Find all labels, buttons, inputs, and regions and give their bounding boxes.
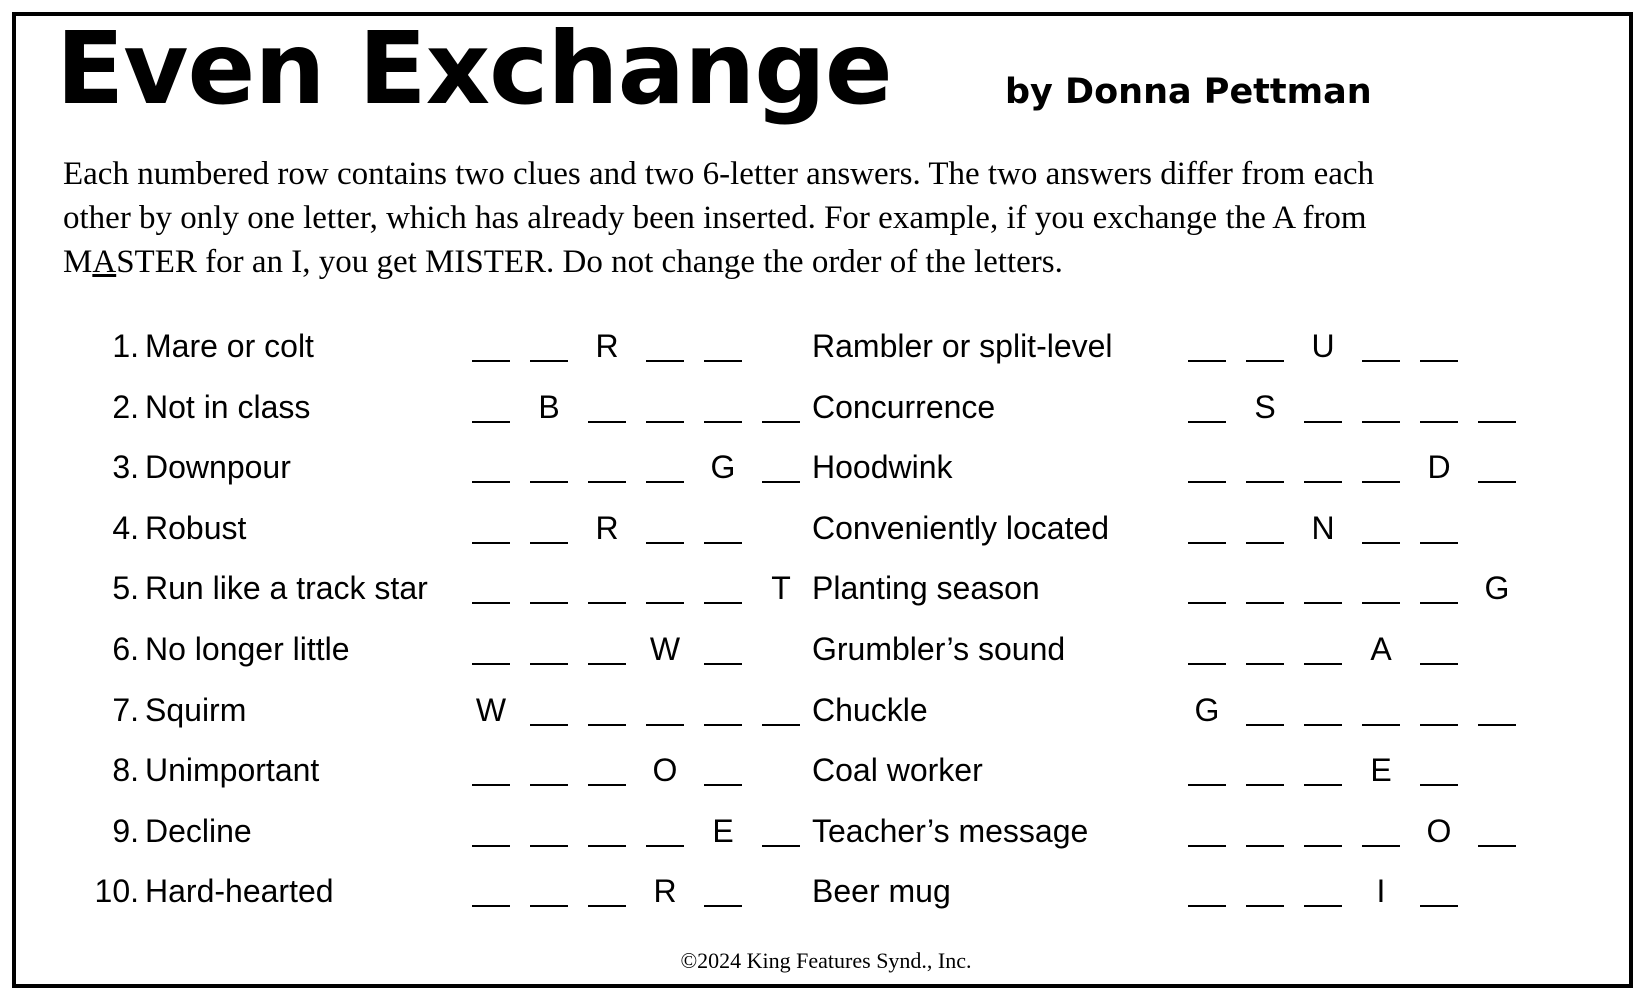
blank-underline — [588, 421, 626, 423]
answer-right — [1186, 621, 1476, 681]
answer-blank[interactable] — [1186, 439, 1244, 499]
blank-underline — [530, 602, 568, 604]
blank-underline — [704, 602, 742, 604]
clue-row — [0, 379, 1652, 440]
blank-underline — [1304, 481, 1342, 483]
clue-left: Not in class — [145, 388, 311, 425]
instructions-underlined-letter: A — [92, 244, 117, 280]
clue-right: Beer mug — [812, 873, 951, 910]
given-letter-cell — [470, 682, 528, 742]
answer-blank[interactable] — [702, 560, 760, 620]
clue-row — [0, 621, 1652, 682]
instructions-line — [63, 196, 1603, 240]
answer-blank[interactable] — [1244, 500, 1302, 560]
answer-blank[interactable] — [470, 379, 528, 439]
answer-left — [470, 560, 818, 620]
given-letter: G — [710, 449, 736, 486]
answer-left — [470, 742, 760, 802]
answer-blank[interactable] — [1186, 500, 1244, 560]
clue-left: Decline — [145, 812, 252, 849]
given-letter: W — [649, 630, 681, 667]
blank-underline — [646, 360, 684, 362]
given-letter-cell — [1418, 803, 1476, 863]
blank-underline — [472, 663, 510, 665]
answer-blank[interactable] — [528, 500, 586, 560]
answer-blank[interactable] — [1302, 682, 1360, 742]
answer-blank[interactable] — [1360, 318, 1418, 378]
blank-underline — [646, 481, 684, 483]
blank-underline — [1188, 905, 1226, 907]
answer-blank[interactable] — [760, 803, 818, 863]
answer-blank[interactable] — [702, 318, 760, 378]
clue-left: Mare or colt — [145, 328, 314, 364]
clue-right: Hoodwink — [812, 449, 953, 486]
blank-underline — [1362, 602, 1400, 604]
blank-underline — [1246, 481, 1284, 483]
blank-underline — [530, 784, 568, 786]
answer-blank[interactable] — [470, 742, 528, 802]
blank-underline — [472, 905, 510, 907]
answer-blank[interactable] — [1244, 318, 1302, 378]
answer-blank[interactable] — [1476, 803, 1534, 863]
given-letter: E — [712, 812, 734, 849]
blank-underline — [530, 542, 568, 544]
blank-underline — [588, 784, 626, 786]
blank-underline — [704, 724, 742, 726]
answer-blank[interactable] — [1476, 682, 1534, 742]
clue-number: 10. — [94, 873, 139, 910]
answer-blank[interactable] — [528, 621, 586, 681]
clue-left: Downpour — [145, 449, 291, 486]
given-letter: R — [595, 509, 619, 546]
clue-row — [0, 560, 1652, 621]
given-letter-cell — [1302, 500, 1360, 560]
answer-blank[interactable] — [1302, 560, 1360, 620]
answer-blank[interactable] — [702, 500, 760, 560]
blank-underline — [472, 784, 510, 786]
given-letter-cell — [528, 379, 586, 439]
clue-number: 1. — [112, 328, 139, 364]
answer-blank[interactable] — [760, 379, 818, 439]
answer-blank[interactable] — [702, 682, 760, 742]
blank-underline — [1304, 845, 1342, 847]
blank-underline — [1362, 421, 1400, 423]
answer-blank[interactable] — [586, 742, 644, 802]
answer-blank[interactable] — [1186, 863, 1244, 923]
clue-number: 8. — [112, 752, 139, 789]
answer-right — [1186, 863, 1476, 923]
clue-right: Teacher’s message — [812, 812, 1089, 849]
clue-number: 5. — [112, 570, 139, 607]
blank-underline — [646, 845, 684, 847]
answer-blank[interactable] — [1244, 682, 1302, 742]
blank-underline — [588, 481, 626, 483]
blank-underline — [530, 905, 568, 907]
blank-underline — [1188, 360, 1226, 362]
clue-left: No longer little — [145, 630, 350, 667]
blank-underline — [1304, 421, 1342, 423]
blank-underline — [1304, 784, 1342, 786]
answer-blank[interactable] — [470, 621, 528, 681]
blank-underline — [472, 602, 510, 604]
blank-underline — [1362, 845, 1400, 847]
answer-blank[interactable] — [470, 318, 528, 378]
answer-blank[interactable] — [470, 863, 528, 923]
blank-underline — [1304, 602, 1342, 604]
answer-left — [470, 439, 818, 499]
instructions-text: other by only one letter, which has already been inserted. For example, if you exchange the A from — [63, 200, 1367, 236]
blank-underline — [1246, 663, 1284, 665]
blank-underline — [704, 421, 742, 423]
blank-underline — [1362, 481, 1400, 483]
blank-underline — [1304, 905, 1342, 907]
answer-blank[interactable] — [1418, 863, 1476, 923]
blank-underline — [704, 784, 742, 786]
clue-right: Coal worker — [812, 752, 983, 789]
answer-blank[interactable] — [1244, 803, 1302, 863]
given-letter-cell — [1302, 318, 1360, 378]
answer-right — [1186, 682, 1534, 742]
answer-blank[interactable] — [1418, 742, 1476, 802]
answer-blank[interactable] — [1360, 682, 1418, 742]
blank-underline — [1420, 542, 1458, 544]
given-letter-cell — [644, 863, 702, 923]
answer-blank[interactable] — [1244, 742, 1302, 802]
answer-blank[interactable] — [528, 803, 586, 863]
answer-blank[interactable] — [1418, 621, 1476, 681]
answer-blank[interactable] — [1186, 318, 1244, 378]
answer-blank[interactable] — [586, 863, 644, 923]
answer-blank[interactable] — [586, 439, 644, 499]
blank-underline — [1246, 724, 1284, 726]
answer-right — [1186, 500, 1476, 560]
answer-blank[interactable] — [586, 379, 644, 439]
given-letter: U — [1311, 328, 1335, 364]
answer-blank[interactable] — [1476, 439, 1534, 499]
answer-blank[interactable] — [470, 560, 528, 620]
blank-underline — [646, 421, 684, 423]
given-letter: G — [1194, 691, 1220, 728]
given-letter-cell — [1244, 379, 1302, 439]
answer-blank[interactable] — [1302, 621, 1360, 681]
clue-row — [0, 318, 1652, 379]
answer-blank[interactable] — [586, 560, 644, 620]
clue-number: 6. — [112, 630, 139, 667]
answer-blank[interactable] — [470, 500, 528, 560]
answer-blank[interactable] — [1186, 742, 1244, 802]
clue-rows — [0, 318, 1652, 924]
given-letter-cell — [1360, 863, 1418, 923]
given-letter-cell — [760, 560, 818, 620]
clue-number: 3. — [112, 449, 139, 486]
answer-blank[interactable] — [644, 803, 702, 863]
answer-blank[interactable] — [1418, 379, 1476, 439]
blank-underline — [762, 481, 800, 483]
clue-left: Unimportant — [145, 752, 320, 789]
given-letter: R — [595, 328, 619, 364]
answer-blank[interactable] — [1244, 560, 1302, 620]
blank-underline — [1478, 421, 1516, 423]
blank-underline — [1246, 905, 1284, 907]
answer-left — [470, 682, 818, 742]
answer-blank[interactable] — [1244, 621, 1302, 681]
blank-underline — [588, 724, 626, 726]
clue-left: Hard-hearted — [145, 873, 334, 910]
answer-blank[interactable] — [1186, 379, 1244, 439]
answer-left — [470, 318, 760, 378]
answer-blank[interactable] — [702, 742, 760, 802]
blank-underline — [530, 663, 568, 665]
given-letter: O — [652, 752, 678, 789]
clue-row — [0, 803, 1652, 864]
answer-blank[interactable] — [644, 682, 702, 742]
given-letter-cell — [1360, 742, 1418, 802]
answer-left — [470, 621, 760, 681]
blank-underline — [704, 663, 742, 665]
blank-underline — [646, 602, 684, 604]
answer-blank[interactable] — [470, 439, 528, 499]
instructions-text: STER for an I, you get MISTER. Do not change the order of the letters. — [116, 244, 1063, 280]
clue-row — [0, 742, 1652, 803]
blank-underline — [472, 845, 510, 847]
answer-right — [1186, 742, 1476, 802]
blank-underline — [1188, 602, 1226, 604]
clue-row — [0, 500, 1652, 561]
answer-blank[interactable] — [1360, 379, 1418, 439]
blank-underline — [588, 845, 626, 847]
answer-blank[interactable] — [702, 621, 760, 681]
blank-underline — [588, 602, 626, 604]
given-letter-cell — [1360, 621, 1418, 681]
given-letter: A — [1370, 630, 1392, 667]
clue-row — [0, 682, 1652, 743]
blank-underline — [1420, 784, 1458, 786]
answer-blank[interactable] — [702, 863, 760, 923]
clue-number: 2. — [112, 388, 139, 425]
puzzle-byline: by Donna Pettman — [1005, 72, 1372, 112]
clue-right: Grumbler’s sound — [812, 630, 1066, 667]
blank-underline — [1362, 542, 1400, 544]
answer-blank[interactable] — [528, 742, 586, 802]
answer-blank[interactable] — [1360, 560, 1418, 620]
answer-blank[interactable] — [1244, 439, 1302, 499]
blank-underline — [1246, 360, 1284, 362]
given-letter: O — [1426, 812, 1452, 849]
blank-underline — [1478, 724, 1516, 726]
given-letter-cell — [644, 621, 702, 681]
clue-left: Run like a track star — [145, 570, 428, 607]
blank-underline — [530, 845, 568, 847]
answer-blank[interactable] — [586, 682, 644, 742]
given-letter: B — [538, 388, 560, 425]
blank-underline — [704, 905, 742, 907]
blank-underline — [704, 360, 742, 362]
blank-underline — [1420, 421, 1458, 423]
blank-underline — [1188, 845, 1226, 847]
given-letter: S — [1254, 388, 1276, 425]
blank-underline — [1420, 360, 1458, 362]
given-letter-cell — [644, 742, 702, 802]
blank-underline — [588, 905, 626, 907]
answer-right — [1186, 439, 1534, 499]
blank-underline — [588, 663, 626, 665]
instructions-line — [63, 152, 1603, 196]
blank-underline — [1246, 602, 1284, 604]
blank-underline — [646, 724, 684, 726]
answer-blank[interactable] — [1302, 803, 1360, 863]
clue-right: Chuckle — [812, 691, 928, 728]
blank-underline — [1478, 845, 1516, 847]
answer-blank[interactable] — [528, 318, 586, 378]
given-letter-cell — [702, 803, 760, 863]
given-letter-cell — [1186, 682, 1244, 742]
clue-row — [0, 439, 1652, 500]
answer-blank[interactable] — [1418, 318, 1476, 378]
blank-underline — [1188, 663, 1226, 665]
answer-blank[interactable] — [760, 682, 818, 742]
answer-blank[interactable] — [702, 379, 760, 439]
answer-blank[interactable] — [1186, 621, 1244, 681]
blank-underline — [1246, 845, 1284, 847]
clue-right: Rambler or split-level — [812, 328, 1113, 364]
puzzle-instructions — [63, 152, 1603, 284]
answer-blank[interactable] — [528, 560, 586, 620]
blank-underline — [472, 542, 510, 544]
answer-blank[interactable] — [586, 621, 644, 681]
answer-left — [470, 803, 818, 863]
blank-underline — [762, 845, 800, 847]
blank-underline — [530, 360, 568, 362]
given-letter: I — [1376, 873, 1386, 910]
answer-blank[interactable] — [528, 439, 586, 499]
answer-blank[interactable] — [1302, 863, 1360, 923]
blank-underline — [1188, 481, 1226, 483]
blank-underline — [1420, 905, 1458, 907]
given-letter-cell — [1418, 439, 1476, 499]
clue-number: 4. — [112, 509, 139, 546]
blank-underline — [472, 481, 510, 483]
answer-blank[interactable] — [1418, 682, 1476, 742]
answer-right — [1186, 318, 1476, 378]
blank-underline — [762, 421, 800, 423]
blank-underline — [1420, 724, 1458, 726]
blank-underline — [1304, 724, 1342, 726]
clue-row — [0, 863, 1652, 924]
answer-blank[interactable] — [644, 318, 702, 378]
given-letter-cell — [702, 439, 760, 499]
answer-blank[interactable] — [1360, 500, 1418, 560]
answer-blank[interactable] — [644, 500, 702, 560]
answer-blank[interactable] — [586, 803, 644, 863]
blank-underline — [1304, 663, 1342, 665]
blank-underline — [1420, 602, 1458, 604]
blank-underline — [704, 542, 742, 544]
answer-right — [1186, 560, 1534, 620]
instructions-line — [63, 240, 1603, 284]
clue-left: Robust — [145, 509, 247, 546]
blank-underline — [530, 481, 568, 483]
blank-underline — [1188, 784, 1226, 786]
answer-blank[interactable] — [528, 682, 586, 742]
clue-right: Planting season — [812, 570, 1040, 607]
blank-underline — [472, 360, 510, 362]
given-letter: G — [1484, 570, 1510, 607]
answer-blank[interactable] — [1418, 560, 1476, 620]
answer-blank[interactable] — [1360, 803, 1418, 863]
clue-right: Concurrence — [812, 388, 996, 425]
given-letter: N — [1311, 509, 1335, 546]
answer-right — [1186, 803, 1534, 863]
blank-underline — [762, 724, 800, 726]
answer-blank[interactable] — [1186, 560, 1244, 620]
instructions-text: Each numbered row contains two clues and two 6-letter answers. The two answers differ from each — [63, 156, 1375, 192]
answer-blank[interactable] — [644, 439, 702, 499]
answer-blank[interactable] — [1302, 742, 1360, 802]
answer-right — [1186, 379, 1534, 439]
clue-right: Conveniently located — [812, 509, 1110, 546]
clue-left: Squirm — [145, 691, 247, 728]
answer-blank[interactable] — [528, 863, 586, 923]
answer-left — [470, 863, 760, 923]
clue-number: 7. — [112, 691, 139, 728]
answer-blank[interactable] — [760, 439, 818, 499]
given-letter-cell — [586, 318, 644, 378]
given-letter: T — [771, 570, 791, 607]
given-letter: E — [1370, 752, 1392, 789]
answer-blank[interactable] — [644, 379, 702, 439]
answer-blank[interactable] — [1244, 863, 1302, 923]
blank-underline — [1246, 784, 1284, 786]
blank-underline — [1246, 542, 1284, 544]
answer-blank[interactable] — [1360, 439, 1418, 499]
blank-underline — [1362, 724, 1400, 726]
answer-blank[interactable] — [1302, 379, 1360, 439]
blank-underline — [646, 542, 684, 544]
answer-blank[interactable] — [644, 560, 702, 620]
answer-blank[interactable] — [1418, 500, 1476, 560]
answer-blank[interactable] — [470, 803, 528, 863]
blank-underline — [1188, 421, 1226, 423]
copyright-notice: ©2024 King Features Synd., Inc. — [680, 948, 972, 973]
blank-underline — [1420, 663, 1458, 665]
answer-blank[interactable] — [1302, 439, 1360, 499]
clue-number: 9. — [112, 812, 139, 849]
given-letter: R — [653, 873, 677, 910]
answer-left — [470, 379, 818, 439]
given-letter-cell — [1476, 560, 1534, 620]
blank-underline — [1188, 542, 1226, 544]
blank-underline — [1362, 360, 1400, 362]
puzzle-title: Even Exchange — [56, 10, 892, 127]
given-letter: W — [475, 691, 507, 728]
instructions-text: M — [63, 244, 93, 280]
blank-underline — [472, 421, 510, 423]
given-letter-cell — [586, 500, 644, 560]
blank-underline — [530, 724, 568, 726]
answer-blank[interactable] — [1476, 379, 1534, 439]
blank-underline — [1478, 481, 1516, 483]
answer-left — [470, 500, 760, 560]
answer-blank[interactable] — [1186, 803, 1244, 863]
given-letter: D — [1427, 449, 1451, 486]
